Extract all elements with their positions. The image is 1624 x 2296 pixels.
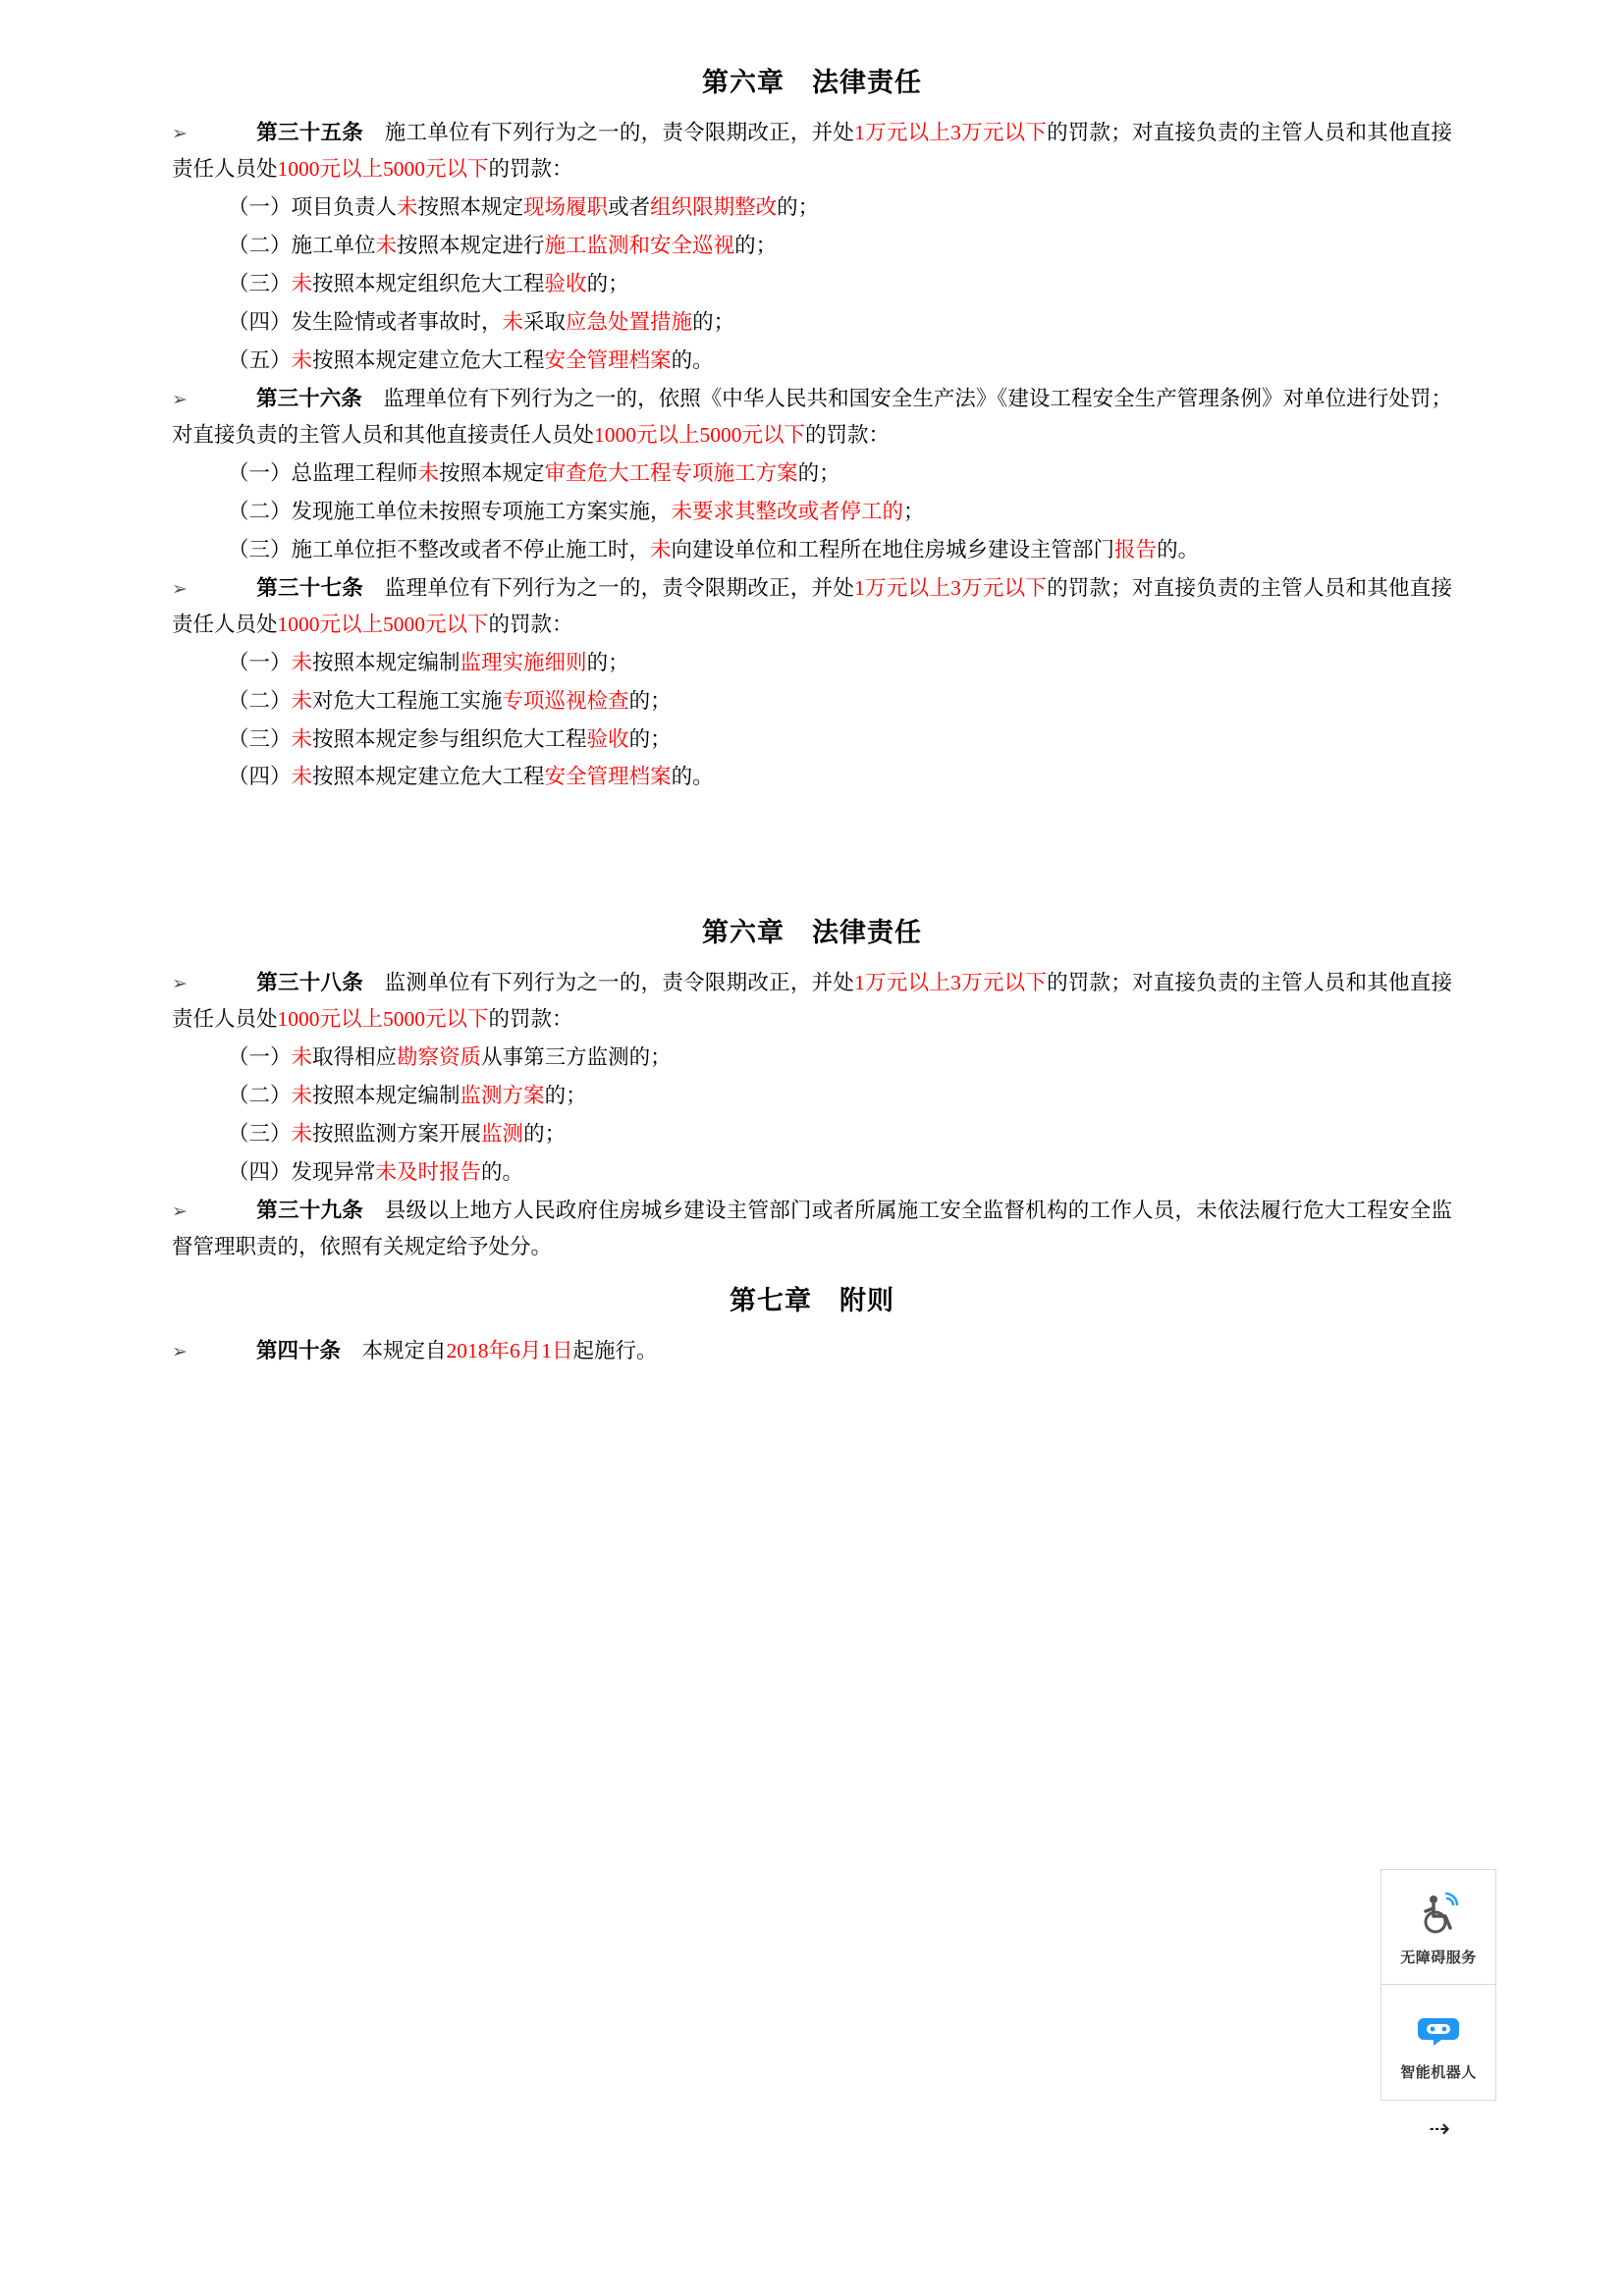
text-seg: 从事第三方监测的；	[481, 1045, 672, 1070]
bullet-icon: ➢	[172, 123, 188, 144]
text-seg: 1000元以上5000元以下	[594, 422, 806, 447]
clause-text-0-3: 1000元以上5000元以下	[277, 156, 489, 181]
text-seg: 的；	[628, 688, 672, 713]
text-seg: 的；	[692, 309, 735, 334]
text-seg: 采取	[523, 309, 567, 334]
text-seg: 或者	[608, 194, 651, 219]
text-seg: 未	[397, 194, 418, 219]
robot-chat-icon	[1412, 2002, 1465, 2056]
clause-38	[172, 965, 1452, 1038]
text-seg: 未	[291, 650, 313, 674]
text-seg: 1000元以上5000元以下	[277, 1007, 489, 1032]
text-seg: 1000元以上5000元以下	[277, 612, 489, 636]
clause-38-item-1	[172, 1040, 1452, 1076]
text-seg: 未	[291, 765, 313, 789]
text-seg: 本规定自	[341, 1339, 447, 1363]
bullet-icon: ➢	[172, 577, 188, 600]
clause-37-item-2	[172, 683, 1452, 720]
text-seg: 未	[417, 460, 440, 485]
accessibility-service-button[interactable]	[1380, 1869, 1496, 1985]
text-seg: 的；	[628, 726, 672, 751]
text-seg: 按照监测方案开展	[312, 1122, 482, 1147]
text-seg: 的。	[1157, 537, 1200, 561]
text-seg: ；	[903, 499, 925, 523]
clause-38-item-3	[172, 1116, 1452, 1152]
text-seg: 安全管理档案	[544, 765, 672, 789]
chapter-heading-7: 第七章 附则	[730, 1286, 894, 1316]
clause-38-item-4	[172, 1154, 1452, 1191]
floating-widgets	[1380, 1869, 1496, 2144]
text-seg: 监测	[481, 1122, 524, 1147]
text-seg: 未	[502, 309, 524, 334]
chapter-heading-6-first: 第六章 法律责任	[702, 68, 922, 97]
text-seg: 未	[291, 347, 313, 372]
text-seg: 按照本规定	[417, 194, 524, 219]
text-seg: 取得相应	[312, 1045, 398, 1070]
text-seg: 的；	[777, 194, 820, 219]
text-seg: 未	[291, 1122, 313, 1147]
clause-39	[172, 1193, 1452, 1265]
text-seg: 县级以上地方人民政府住房城乡建设主管部门或者所属施工安全监督机构的工作人员，未依法履行危大工程安全监督管理职责的，依照有关规定给予处分。	[172, 1199, 1452, 1259]
text-seg: （一）项目负责人	[228, 194, 398, 219]
text-seg: 应急处置措施	[566, 309, 693, 334]
clause-37-item-3	[172, 721, 1452, 758]
text-seg: （二）	[228, 688, 292, 713]
smart-robot-button[interactable]	[1380, 1985, 1496, 2101]
text-seg: 组织限期整改	[650, 194, 778, 219]
text-seg: 按照本规定建立危大工程	[312, 765, 545, 789]
text-seg: 未要求其整改或者停工的	[671, 499, 904, 523]
clause-36-item-1	[172, 455, 1452, 492]
text-seg: 的罚款：	[488, 612, 573, 636]
text-seg: 审查危大工程专项施工方案	[544, 460, 798, 485]
text-seg: 未	[650, 537, 672, 561]
text-seg: （二）	[228, 1084, 292, 1108]
text-seg: 监理实施细则	[460, 650, 587, 674]
text-seg: 安全管理档案	[544, 347, 672, 372]
text-seg: 的；	[544, 1084, 587, 1108]
text-seg: （三）	[228, 271, 292, 295]
text-seg: 按照本规定参与组织危大工程	[312, 726, 587, 751]
clause-number: 第三十七条	[256, 575, 363, 600]
text-seg: 验收	[544, 271, 587, 295]
text-seg: 未	[291, 1084, 313, 1108]
text-seg: 施工监测和安全巡视	[544, 233, 735, 257]
text-seg: 专项巡视检查	[502, 688, 629, 713]
text-seg: 的；	[586, 650, 629, 674]
text-seg: （二）发现施工单位未按照专项施工方案实施，	[228, 499, 672, 523]
clause-text-0-4: 的罚款：	[488, 156, 573, 181]
clause-36-item-3	[172, 532, 1452, 568]
text-seg: 报告	[1114, 537, 1158, 561]
text-seg: （一）总监理工程师	[228, 460, 418, 485]
text-seg: 未	[291, 726, 313, 751]
clause-38-item-2	[172, 1078, 1452, 1114]
clause-35-item-1	[172, 189, 1452, 226]
clause-number: 第四十条	[256, 1339, 342, 1363]
text-seg: （一）	[228, 650, 292, 674]
text-seg: 勘察资质	[397, 1045, 482, 1070]
text-seg: 的。	[481, 1160, 524, 1185]
text-seg: （四）发现异常	[228, 1160, 376, 1185]
text-seg: 的；	[797, 460, 840, 485]
text-seg: 向建设单位和工程所在地住房城乡建设主管部门	[671, 537, 1115, 561]
clause-35-item-5	[172, 343, 1452, 379]
clause-37	[172, 570, 1452, 643]
text-seg: 未	[375, 233, 398, 257]
clause-number: 第三十八条	[256, 971, 363, 995]
text-seg: 2018年6月1日	[446, 1339, 573, 1363]
bullet-icon: ➢	[172, 973, 188, 995]
text-seg: 起施行。	[572, 1339, 658, 1363]
text-seg: 按照本规定编制	[312, 650, 460, 674]
text-seg: 的罚款；对直接负责的主管人员和其他直接责任人员处	[172, 575, 1452, 636]
text-seg: 验收	[586, 726, 629, 751]
text-seg: 按照本规定	[439, 460, 545, 485]
text-seg: 对危大工程施工实施	[312, 688, 503, 713]
text-seg: 的；	[523, 1122, 567, 1147]
bullet-icon: ➢	[172, 1201, 188, 1223]
bullet-icon: ➢	[172, 388, 188, 410]
text-seg: （三）	[228, 726, 292, 751]
clause-36-item-2	[172, 494, 1452, 530]
text-seg: 未及时报告	[375, 1160, 482, 1185]
text-seg: 未	[291, 271, 313, 295]
text-seg: 按照本规定进行	[397, 233, 545, 257]
clause-40	[172, 1333, 1452, 1369]
text-seg: 未	[291, 1045, 313, 1070]
chapter-heading-6-second: 第六章 法律责任	[702, 918, 922, 948]
text-seg: （五）	[228, 347, 292, 372]
text-seg: （二）施工单位	[228, 233, 376, 257]
accessibility-service-label: 无障碍服务	[1400, 1949, 1477, 1966]
text-seg: 现场履职	[523, 194, 609, 219]
clause-35	[172, 115, 1452, 187]
clause-text-0-0: 施工单位有下列行为之一的，责令限期改正，并处	[362, 121, 855, 144]
text-seg: 的罚款：	[488, 1007, 573, 1032]
text-seg: （三）	[228, 1122, 292, 1147]
text-seg: 按照本规定编制	[312, 1084, 460, 1108]
clause-text-0-1: 1万元以上3万元以下	[854, 121, 1048, 144]
smart-robot-label: 智能机器人	[1400, 2064, 1477, 2081]
text-seg: 监理单位有下列行为之一的，责令限期改正，并处	[362, 575, 855, 600]
text-seg: 按照本规定组织危大工程	[312, 271, 545, 295]
text-seg: 的；	[734, 233, 778, 257]
text-seg: 的罚款：	[805, 422, 891, 447]
text-seg: 监测方案	[460, 1084, 545, 1108]
text-seg: 的。	[671, 765, 714, 789]
bullet-icon: ➢	[172, 1341, 188, 1363]
clause-36	[172, 381, 1452, 454]
collapse-arrow-icon[interactable]: ⇢	[1429, 2114, 1448, 2144]
text-seg: 1万元以上3万元以下	[854, 575, 1048, 600]
text-seg: 的。	[671, 347, 714, 372]
clause-35-item-3	[172, 266, 1452, 302]
clause-35-item-2	[172, 228, 1452, 264]
text-seg: 1万元以上3万元以下	[854, 971, 1048, 995]
text-seg: 监测单位有下列行为之一的，责令限期改正，并处	[362, 971, 855, 995]
clause-number: 第三十九条	[256, 1199, 363, 1223]
clause-text-0-2: 的罚款；对直接负责的主管人员和其他直接责任人员处	[172, 121, 1452, 181]
text-seg: 的罚款；对直接负责的主管人员和其他直接责任人员处	[172, 971, 1452, 1032]
text-seg: 未	[291, 688, 313, 713]
clause-35-item-4	[172, 304, 1452, 341]
clause-37-item-4	[172, 759, 1452, 795]
text-seg: （一）	[228, 1045, 292, 1070]
text-seg: （三）施工单位拒不整改或者不停止施工时，	[228, 537, 651, 561]
text-seg: 监理单位有下列行为之一的，依照《中华人民共和国安全生产法》《建设工程安全生产管理条例》对单位进行处罚；对直接负责的主管人员和其他直接责任人员处	[172, 386, 1452, 447]
clause-number: 第三十五条	[256, 121, 363, 144]
clause-37-item-1	[172, 645, 1452, 681]
text-seg: 按照本规定建立危大工程	[312, 347, 545, 372]
clause-number: 第三十六条	[256, 386, 362, 410]
text-seg: （四）发生险情或者事故时，	[228, 309, 503, 334]
text-seg: 的；	[586, 271, 629, 295]
wheelchair-accessibility-icon	[1412, 1888, 1465, 1941]
text-seg: （四）	[228, 765, 292, 789]
